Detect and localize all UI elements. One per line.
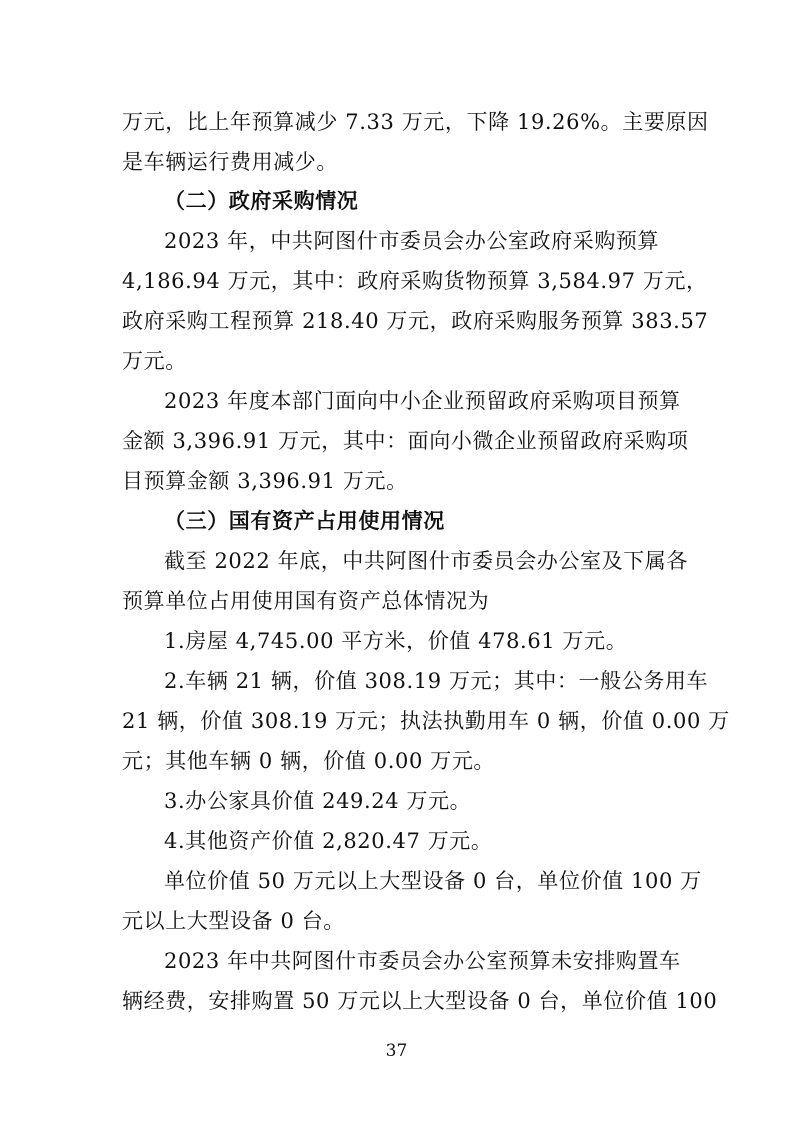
body-text-line: 4,186.94 万元，其中：政府采购货物预算 3,584.97 万元， [122, 269, 708, 293]
list-item-vehicles: 2.车辆 21 辆，价值 308.19 万元；其中：一般公务用车 [164, 669, 709, 693]
body-text-line: 21 辆，价值 308.19 万元；执法执勤用车 0 辆，价值 0.00 万 [122, 709, 730, 733]
body-text-line: 辆经费，安排购置 50 万元以上大型设备 0 台，单位价值 100 [122, 989, 718, 1013]
section-heading-government-procurement: （二）政府采购情况 [164, 189, 359, 213]
body-text-line: 元；其他车辆 0 辆，价值 0.00 万元。 [122, 749, 496, 773]
list-item-furniture: 3.办公家具价值 249.24 万元。 [164, 789, 472, 813]
body-text-line: 单位价值 50 万元以上大型设备 0 台，单位价值 100 万 [164, 869, 702, 893]
list-item-housing: 1.房屋 4,745.00 平方米，价值 478.61 万元。 [164, 629, 628, 653]
body-text-line: 2023 年，中共阿图什市委员会办公室政府采购预算 [164, 229, 660, 253]
body-text-line: 元以上大型设备 0 台。 [122, 909, 345, 933]
body-text-line: 万元。 [122, 349, 187, 373]
page-number: 37 [385, 1041, 408, 1061]
body-text-line: 2023 年度本部门面向中小企业预留政府采购项目预算 [164, 389, 681, 413]
body-text-line: 是车辆运行费用减少。 [122, 150, 338, 174]
body-text-line: 金额 3,396.91 万元，其中：面向小微企业预留政府采购项 [122, 429, 689, 453]
body-text-line: 预算单位占用使用国有资产总体情况为 [122, 589, 490, 613]
body-text-line: 目预算金额 3,396.91 万元。 [122, 469, 408, 493]
body-text-line: 政府采购工程预算 218.40 万元，政府采购服务预算 383.57 [122, 309, 709, 333]
body-text-line: 万元，比上年预算减少 7.33 万元，下降 19.26%。主要原因 [122, 110, 709, 134]
body-text-line: 截至 2022 年底，中共阿图什市委员会办公室及下属各 [164, 549, 688, 573]
body-text-line: 2023 年中共阿图什市委员会办公室预算未安排购置车 [164, 949, 681, 973]
section-heading-state-assets: （三）国有资产占用使用情况 [164, 509, 445, 533]
list-item-other-assets: 4.其他资产价值 2,820.47 万元。 [164, 829, 493, 853]
